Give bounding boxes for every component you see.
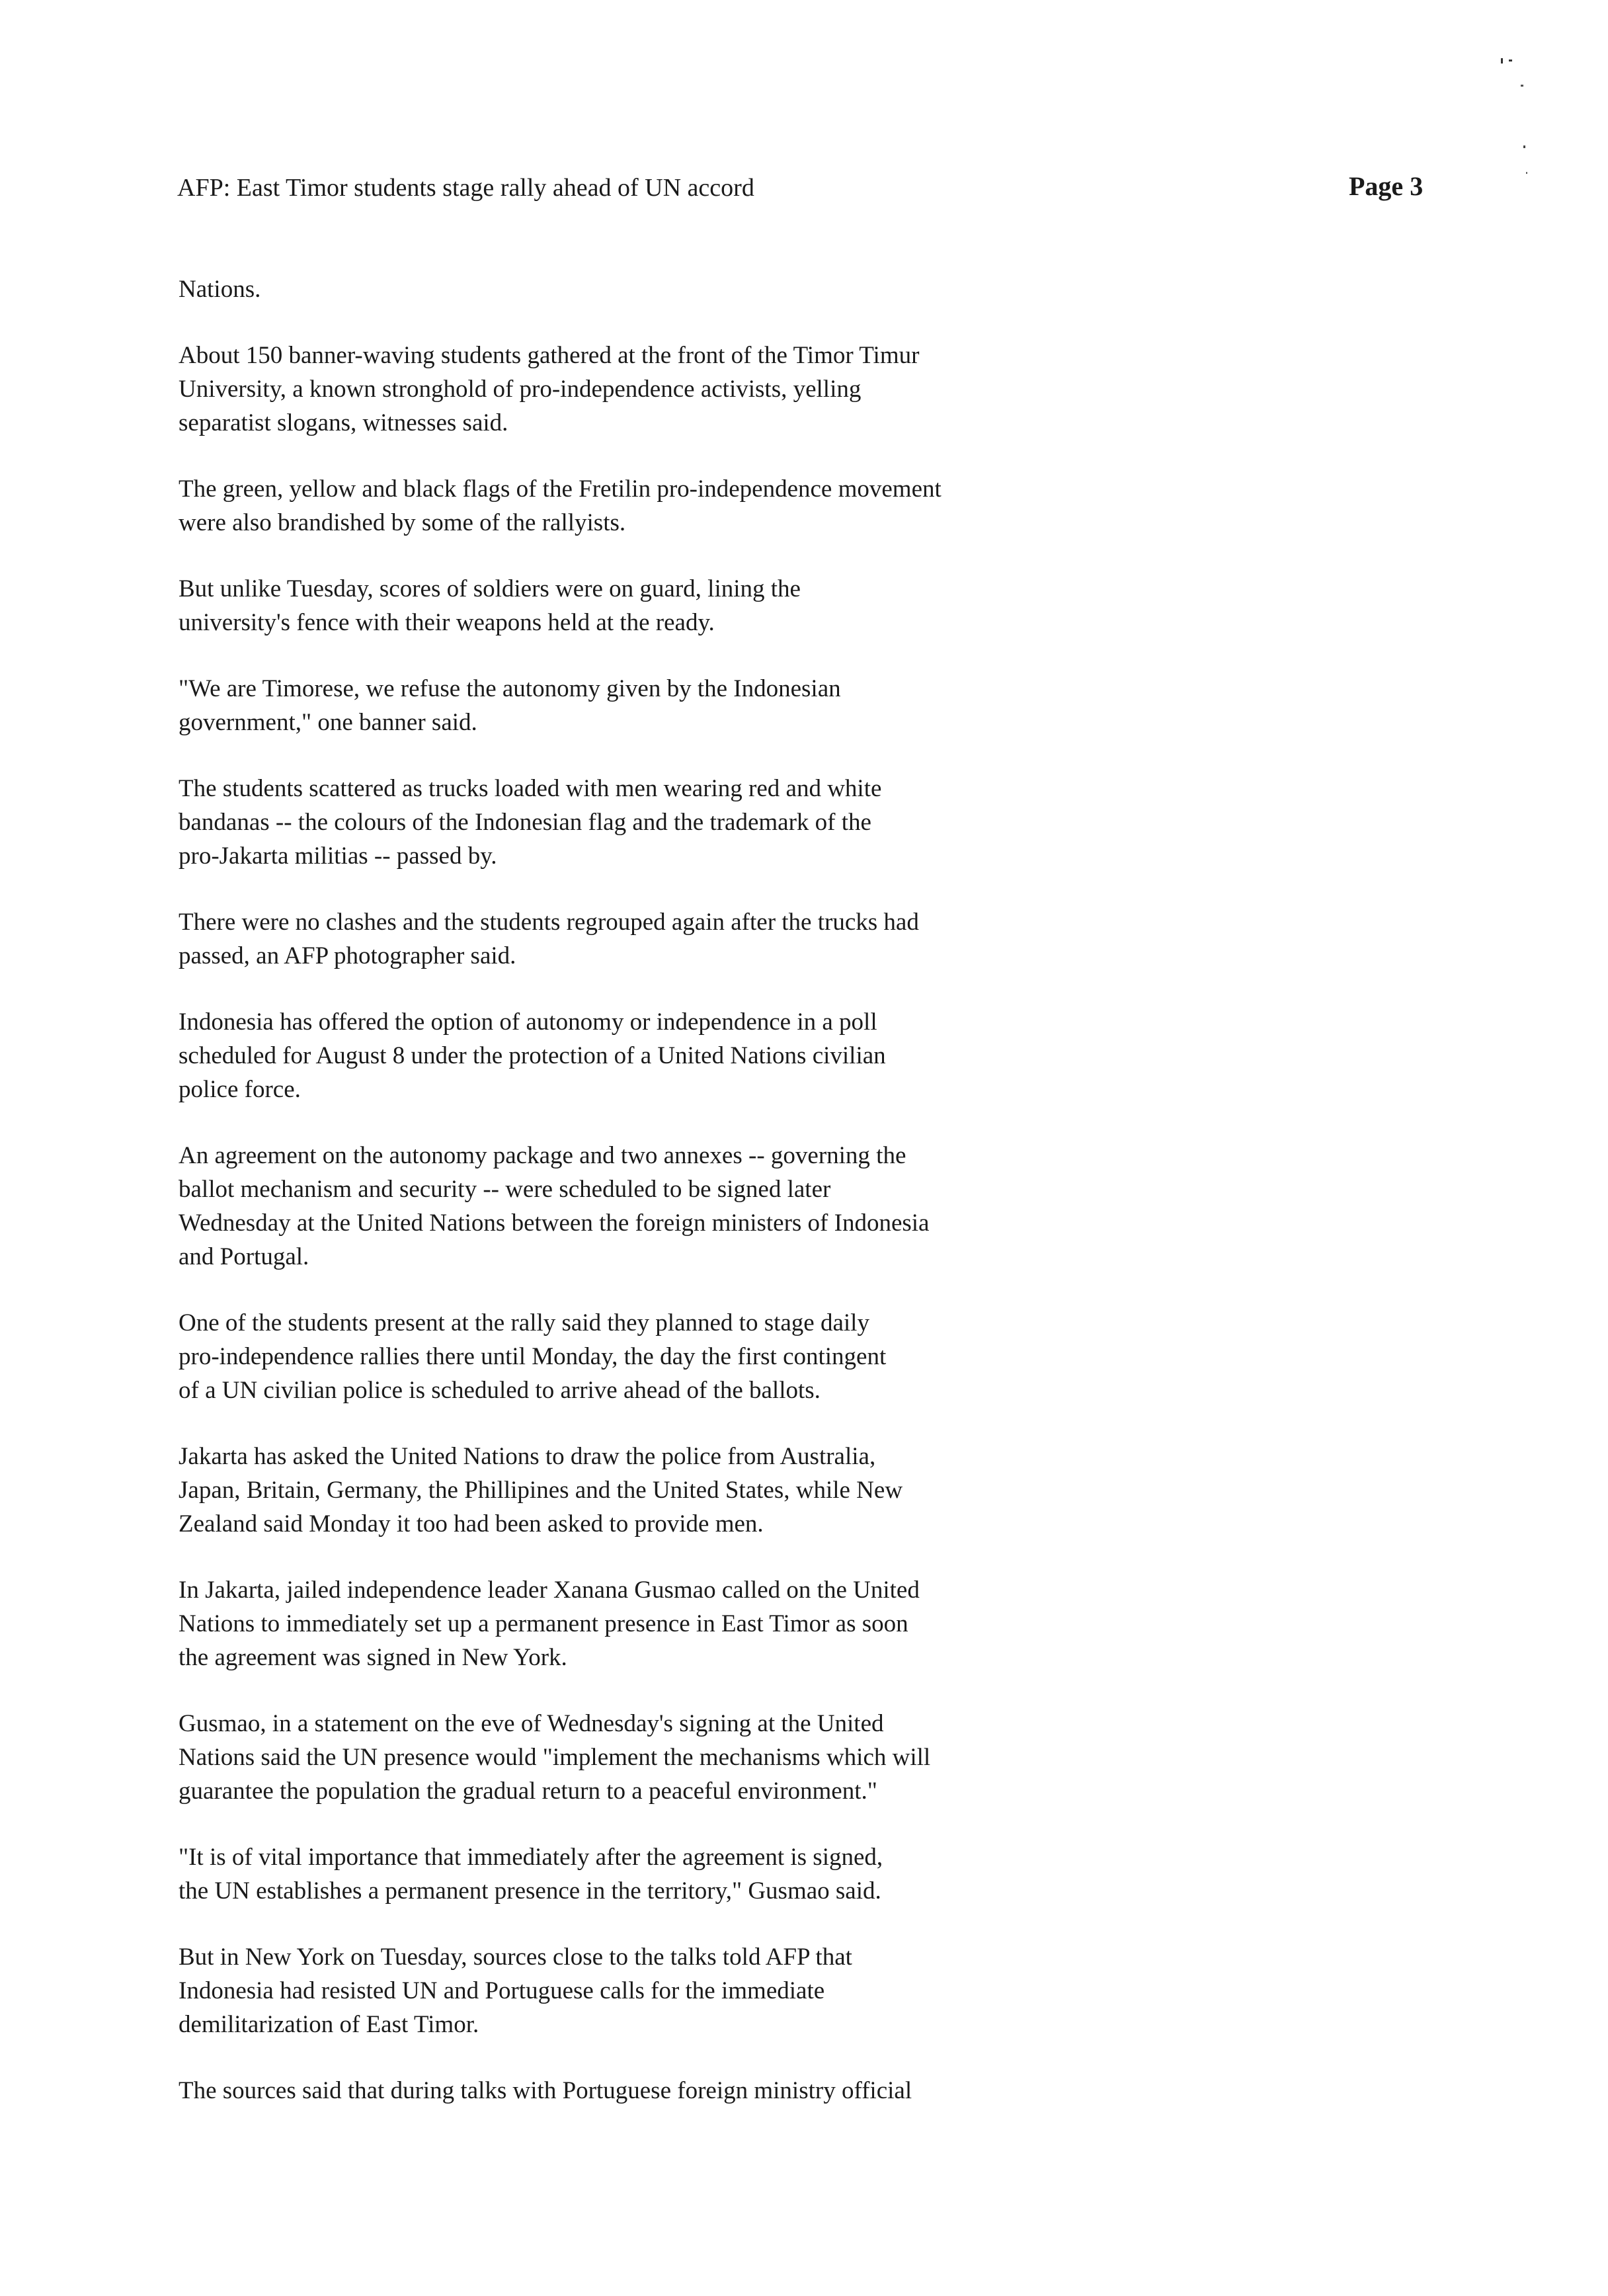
article-paragraph — [179, 672, 1091, 739]
paragraph-line: The green, yellow and black flags of the Fretilin pro-independence movement — [179, 475, 942, 503]
paragraph-line: government," one banner said. — [179, 709, 477, 736]
document-header-title: AFP: East Timor students stage rally ahead of UN accord — [177, 174, 754, 202]
paragraph-line: Nations to immediately set up a permanent presence in East Timor as soon — [179, 1610, 908, 1637]
paragraph-line: pro-independence rallies there until Monday, the day the first contingent — [179, 1343, 887, 1370]
paragraph-line: The students scattered as trucks loaded with men wearing red and white — [179, 775, 882, 802]
paragraph-line: pro-Jakarta militias -- passed by. — [179, 842, 497, 870]
paragraph-line: Indonesia had resisted UN and Portuguese calls for the immediate — [179, 1977, 825, 2004]
paragraph-line: Zealand said Monday it too had been asked to provide men. — [179, 1510, 764, 1538]
scan-speck — [1526, 172, 1527, 174]
paragraph-line: Indonesia has offered the option of autonomy or independence in a poll — [179, 1008, 877, 1036]
paragraph-line: of a UN civilian police is scheduled to arrive ahead of the ballots. — [179, 1377, 821, 1404]
paragraph-line: Jakarta has asked the United Nations to draw the police from Australia, — [179, 1443, 876, 1470]
article-paragraph — [179, 2074, 1091, 2108]
paragraph-line: Nations said the UN presence would "implement the mechanisms which will — [179, 1744, 931, 1771]
paragraph-line: Gusmao, in a statement on the eve of Wednesday's signing at the United — [179, 1710, 884, 1737]
article-paragraph — [179, 772, 1091, 873]
article-paragraph — [179, 1840, 1091, 1908]
paragraph-line: "It is of vital importance that immediately after the agreement is signed, — [179, 1844, 883, 1871]
paragraph-line: But in New York on Tuesday, sources close to the talks told AFP that — [179, 1944, 852, 1971]
paragraph-line: separatist slogans, witnesses said. — [179, 409, 508, 436]
article-paragraph — [179, 905, 1091, 973]
paragraph-line: University, a known stronghold of pro-independence activists, yelling — [179, 376, 862, 403]
article-paragraph — [179, 1306, 1091, 1407]
article-paragraph — [179, 1139, 1091, 1274]
paragraph-line: But unlike Tuesday, scores of soldiers were on guard, lining the — [179, 575, 801, 602]
paragraph-line: ballot mechanism and security -- were scheduled to be signed later — [179, 1176, 831, 1203]
article-paragraph — [179, 1005, 1091, 1106]
article-paragraph — [179, 1940, 1091, 2041]
article-paragraph — [179, 472, 1091, 540]
paragraph-line: Japan, Britain, Germany, the Phillipines and the United States, while New — [179, 1477, 903, 1504]
paragraph-line: One of the students present at the rally said they planned to stage daily — [179, 1309, 869, 1336]
paragraph-line: In Jakarta, jailed independence leader Xanana Gusmao called on the United — [179, 1577, 920, 1604]
paragraph-line: and Portugal. — [179, 1243, 309, 1270]
scan-speck — [1523, 145, 1525, 148]
page-number: Page 3 — [1349, 171, 1424, 201]
paragraph-line: About 150 banner-waving students gathered at the front of the Timor Timur — [179, 342, 920, 369]
paragraph-line: the UN establishes a permanent presence in the territory," Gusmao said. — [179, 1877, 881, 1905]
paragraph-line: bandanas -- the colours of the Indonesian flag and the trademark of the — [179, 809, 871, 836]
article-paragraph — [179, 272, 1091, 306]
article-body — [179, 272, 1091, 2140]
article-paragraph — [179, 1573, 1091, 1674]
paragraph-line: the agreement was signed in New York. — [179, 1644, 567, 1671]
paragraph-line: "We are Timorese, we refuse the autonomy given by the Indonesian — [179, 675, 841, 702]
paragraph-line: There were no clashes and the students regrouped again after the trucks had — [179, 909, 919, 936]
paragraph-line: guarantee the population the gradual return to a peaceful environment." — [179, 1778, 877, 1805]
scan-speck — [1521, 85, 1523, 87]
paragraph-line: Wednesday at the United Nations between the foreign ministers of Indonesia — [179, 1210, 930, 1237]
scan-speck-marks — [1494, 53, 1574, 185]
paragraph-line: university's fence with their weapons held at the ready. — [179, 609, 715, 636]
paragraph-line: demilitarization of East Timor. — [179, 2011, 479, 2038]
paragraph-line: police force. — [179, 1076, 301, 1103]
paragraph-line: An agreement on the autonomy package and two annexes -- governing the — [179, 1142, 906, 1169]
scan-speck — [1501, 58, 1503, 63]
paragraph-line: Nations. — [179, 276, 261, 303]
paragraph-line: The sources said that during talks with Portuguese foreign ministry official — [179, 2077, 912, 2104]
article-paragraph — [179, 1707, 1091, 1808]
scan-speck — [1509, 60, 1512, 62]
paragraph-line: were also brandished by some of the rallyists. — [179, 509, 626, 536]
article-paragraph — [179, 339, 1091, 440]
article-paragraph — [179, 1440, 1091, 1541]
article-paragraph — [179, 572, 1091, 639]
paragraph-line: passed, an AFP photographer said. — [179, 942, 516, 969]
paragraph-line: scheduled for August 8 under the protection of a United Nations civilian — [179, 1042, 886, 1069]
